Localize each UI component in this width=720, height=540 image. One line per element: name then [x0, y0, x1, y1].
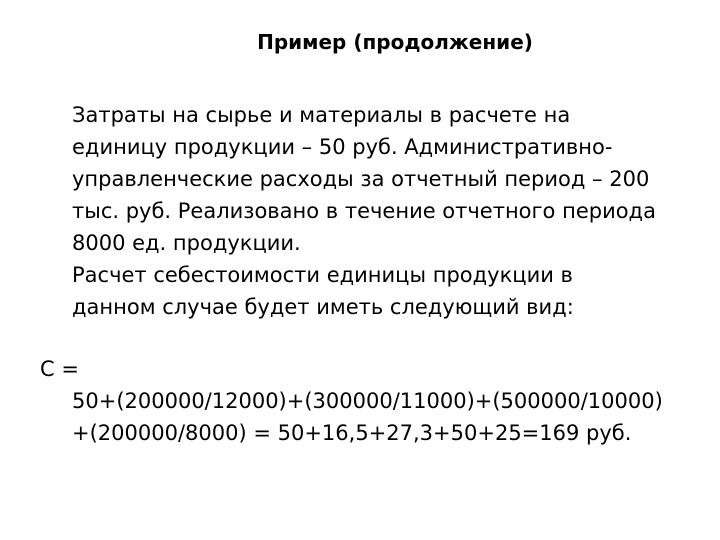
formula-line: +(200000/8000) = 50+16,5+27,3+50+25=169 руб.: [72, 421, 632, 445]
text-line: 8000 ед. продукции.: [72, 231, 301, 255]
paragraph-calculation: [72, 259, 712, 323]
formula-line: 50+(200000/12000)+(300000/11000)+(500000/10000): [72, 389, 663, 413]
text-line: управленческие расходы за отчетный период – 200: [72, 167, 650, 191]
text-line: тыс. руб. Реализовано в течение отчетного периода: [72, 199, 656, 223]
text-line: данном случае будет иметь следующий вид:: [72, 295, 574, 319]
text-line: Затраты на сырье и материалы в расчете на: [72, 103, 571, 127]
formula-label: С =: [40, 357, 79, 381]
text-line: единицу продукции – 50 руб. Административно-: [72, 135, 613, 159]
formula: [72, 385, 663, 449]
slide-body: [72, 99, 712, 323]
text-line: Расчет себестоимости единицы продукции в: [72, 263, 573, 287]
paragraph-costs: [72, 99, 712, 259]
slide-title: Пример (продолжение): [257, 30, 533, 54]
